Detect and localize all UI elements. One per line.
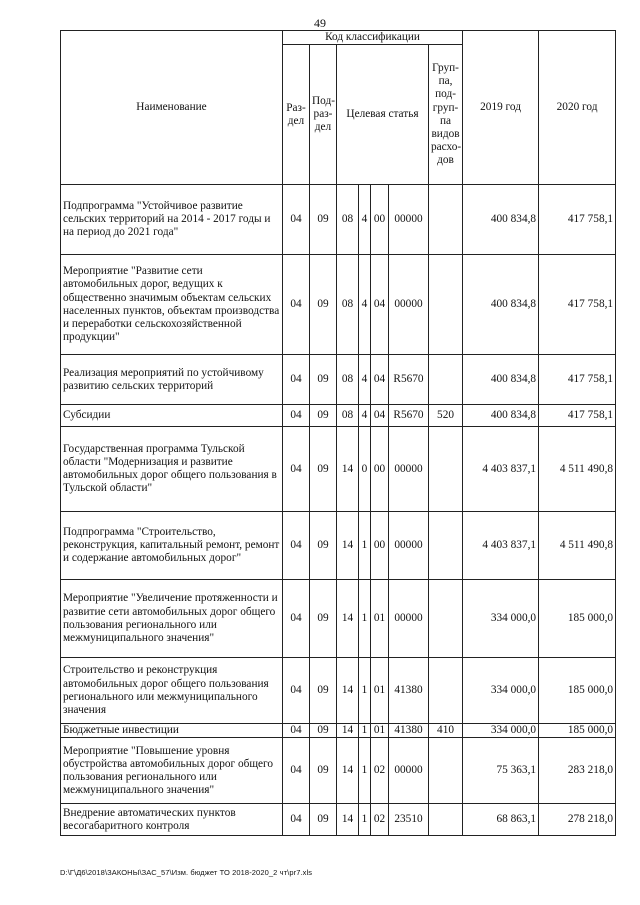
row-target-direction: 00000 — [389, 185, 429, 255]
row-target-program: 14 — [337, 738, 359, 804]
row-target-event: 01 — [371, 724, 389, 738]
header-2020: 2020 год — [539, 31, 616, 185]
row-target-direction: 41380 — [389, 658, 429, 724]
row-2019-value: 4 403 837,1 — [463, 427, 539, 512]
row-podrazdel: 09 — [310, 580, 337, 658]
row-target-subprogram: 1 — [359, 512, 371, 580]
row-target-subprogram: 4 — [359, 255, 371, 355]
row-podrazdel: 09 — [310, 185, 337, 255]
row-razdel: 04 — [283, 512, 310, 580]
row-expense-group — [429, 512, 463, 580]
row-podrazdel: 09 — [310, 355, 337, 405]
row-razdel: 04 — [283, 804, 310, 836]
row-target-subprogram: 1 — [359, 580, 371, 658]
row-target-direction: 00000 — [389, 512, 429, 580]
table-row — [61, 738, 616, 804]
row-podrazdel: 09 — [310, 255, 337, 355]
row-2020-value: 417 758,1 — [539, 255, 616, 355]
row-target-direction: R5670 — [389, 355, 429, 405]
row-target-program: 14 — [337, 580, 359, 658]
header-razdel: Раз- дел — [283, 45, 310, 185]
row-2020-value: 417 758,1 — [539, 185, 616, 255]
table-row — [61, 512, 616, 580]
row-razdel: 04 — [283, 405, 310, 427]
file-path-footer: D:\Г\Д6\2018\ЗАКОНЫ\ЗАС_57\Изм. бюджет ТО 2018-2020_2 чт\рr7.xls — [60, 868, 313, 877]
row-target-event: 02 — [371, 738, 389, 804]
row-target-direction: 23510 — [389, 804, 429, 836]
row-expense-group — [429, 185, 463, 255]
row-expense-group — [429, 355, 463, 405]
row-target-event: 04 — [371, 355, 389, 405]
table-row — [61, 804, 616, 836]
row-razdel: 04 — [283, 255, 310, 355]
row-name: Подпрограмма "Устойчивое развитие сельских территорий на 2014 - 2017 годы и на период до 2021 года" — [61, 185, 283, 255]
row-target-subprogram: 4 — [359, 405, 371, 427]
row-expense-group — [429, 580, 463, 658]
header-name: Наименование — [61, 31, 283, 185]
row-target-event: 00 — [371, 185, 389, 255]
table-row — [61, 185, 616, 255]
row-2019-value: 400 834,8 — [463, 355, 539, 405]
row-2020-value: 417 758,1 — [539, 355, 616, 405]
row-target-subprogram: 0 — [359, 427, 371, 512]
row-expense-group — [429, 427, 463, 512]
table-row — [61, 580, 616, 658]
row-2020-value: 4 511 490,8 — [539, 427, 616, 512]
row-razdel: 04 — [283, 738, 310, 804]
row-target-subprogram: 1 — [359, 804, 371, 836]
row-target-program: 08 — [337, 405, 359, 427]
table-row — [61, 724, 616, 738]
row-target-direction: 00000 — [389, 255, 429, 355]
row-target-program: 08 — [337, 255, 359, 355]
header-podrazdel: Под- раз- дел — [310, 45, 337, 185]
row-2020-value: 417 758,1 — [539, 405, 616, 427]
row-target-direction: 41380 — [389, 724, 429, 738]
row-podrazdel: 09 — [310, 427, 337, 512]
row-podrazdel: 09 — [310, 738, 337, 804]
row-expense-group — [429, 658, 463, 724]
row-target-program: 14 — [337, 427, 359, 512]
row-name: Внедрение автоматических пунктов весогабаритного контроля — [61, 804, 283, 836]
row-name: Государственная программа Тульской области "Модернизация и развитие автомобильных дорог общего пользования в Тульской области" — [61, 427, 283, 512]
row-target-program: 14 — [337, 724, 359, 738]
row-podrazdel: 09 — [310, 405, 337, 427]
row-target-subprogram: 4 — [359, 355, 371, 405]
row-target-direction: 00000 — [389, 738, 429, 804]
header-row-top — [61, 31, 616, 45]
budget-table — [60, 30, 616, 836]
row-2019-value: 400 834,8 — [463, 405, 539, 427]
row-name: Мероприятие "Увеличение протяженности и развитие сети автомобильных дорог общего пользования регионального или межмуниципального значения" — [61, 580, 283, 658]
row-2019-value: 334 000,0 — [463, 580, 539, 658]
row-podrazdel: 09 — [310, 804, 337, 836]
row-razdel: 04 — [283, 658, 310, 724]
row-target-event: 01 — [371, 658, 389, 724]
row-target-event: 00 — [371, 427, 389, 512]
row-name: Бюджетные инвестиции — [61, 724, 283, 738]
row-target-program: 08 — [337, 355, 359, 405]
row-2020-value: 185 000,0 — [539, 658, 616, 724]
row-name: Мероприятие "Повышение уровня обустройства автомобильных дорог общего пользования регионального или межмуниципального значения" — [61, 738, 283, 804]
row-target-event: 02 — [371, 804, 389, 836]
row-name: Мероприятие "Развитие сети автомобильных дорог, ведущих к общественно значимым объектам сельских населенных пунктов, объектам производства и переработки сельскохозяйственной продукции" — [61, 255, 283, 355]
table-row — [61, 658, 616, 724]
row-target-event: 04 — [371, 255, 389, 355]
row-target-event: 04 — [371, 405, 389, 427]
row-target-program: 14 — [337, 658, 359, 724]
header-code: Код классификации — [283, 31, 463, 45]
row-expense-group: 520 — [429, 405, 463, 427]
row-target-subprogram: 1 — [359, 658, 371, 724]
row-2019-value: 334 000,0 — [463, 724, 539, 738]
row-target-subprogram: 1 — [359, 724, 371, 738]
row-2020-value: 185 000,0 — [539, 580, 616, 658]
header-2019: 2019 год — [463, 31, 539, 185]
row-expense-group — [429, 804, 463, 836]
row-target-direction: 00000 — [389, 580, 429, 658]
row-razdel: 04 — [283, 355, 310, 405]
row-expense-group — [429, 255, 463, 355]
row-target-subprogram: 1 — [359, 738, 371, 804]
row-name: Субсидии — [61, 405, 283, 427]
row-name: Реализация мероприятий по устойчивому развитию сельских территорий — [61, 355, 283, 405]
row-podrazdel: 09 — [310, 512, 337, 580]
row-target-event: 00 — [371, 512, 389, 580]
row-podrazdel: 09 — [310, 724, 337, 738]
table-row — [61, 255, 616, 355]
row-expense-group — [429, 738, 463, 804]
row-razdel: 04 — [283, 580, 310, 658]
row-name: Подпрограмма "Строительство, реконструкция, капитальный ремонт, ремонт и содержание автомобильных дорог" — [61, 512, 283, 580]
row-razdel: 04 — [283, 185, 310, 255]
row-name: Строительство и реконструкция автомобильных дорог общего пользования регионального или межмуниципального значения — [61, 658, 283, 724]
row-2019-value: 400 834,8 — [463, 255, 539, 355]
row-target-program: 14 — [337, 804, 359, 836]
budget-body — [61, 185, 616, 836]
page-number: 49 — [314, 16, 326, 30]
row-2019-value: 75 363,1 — [463, 738, 539, 804]
row-2019-value: 4 403 837,1 — [463, 512, 539, 580]
row-expense-group: 410 — [429, 724, 463, 738]
header-target: Целевая статья — [337, 45, 429, 185]
row-target-event: 01 — [371, 580, 389, 658]
table-row — [61, 405, 616, 427]
row-2020-value: 185 000,0 — [539, 724, 616, 738]
row-razdel: 04 — [283, 724, 310, 738]
row-target-subprogram: 4 — [359, 185, 371, 255]
row-2019-value: 400 834,8 — [463, 185, 539, 255]
row-target-program: 08 — [337, 185, 359, 255]
row-2019-value: 334 000,0 — [463, 658, 539, 724]
row-2020-value: 278 218,0 — [539, 804, 616, 836]
row-2019-value: 68 863,1 — [463, 804, 539, 836]
row-podrazdel: 09 — [310, 658, 337, 724]
row-razdel: 04 — [283, 427, 310, 512]
table-row — [61, 427, 616, 512]
table-row — [61, 355, 616, 405]
header-group: Груп- па, под- груп- па видов расхо- дов — [429, 45, 463, 185]
row-2020-value: 4 511 490,8 — [539, 512, 616, 580]
row-2020-value: 283 218,0 — [539, 738, 616, 804]
row-target-program: 14 — [337, 512, 359, 580]
row-target-direction: R5670 — [389, 405, 429, 427]
row-target-direction: 00000 — [389, 427, 429, 512]
